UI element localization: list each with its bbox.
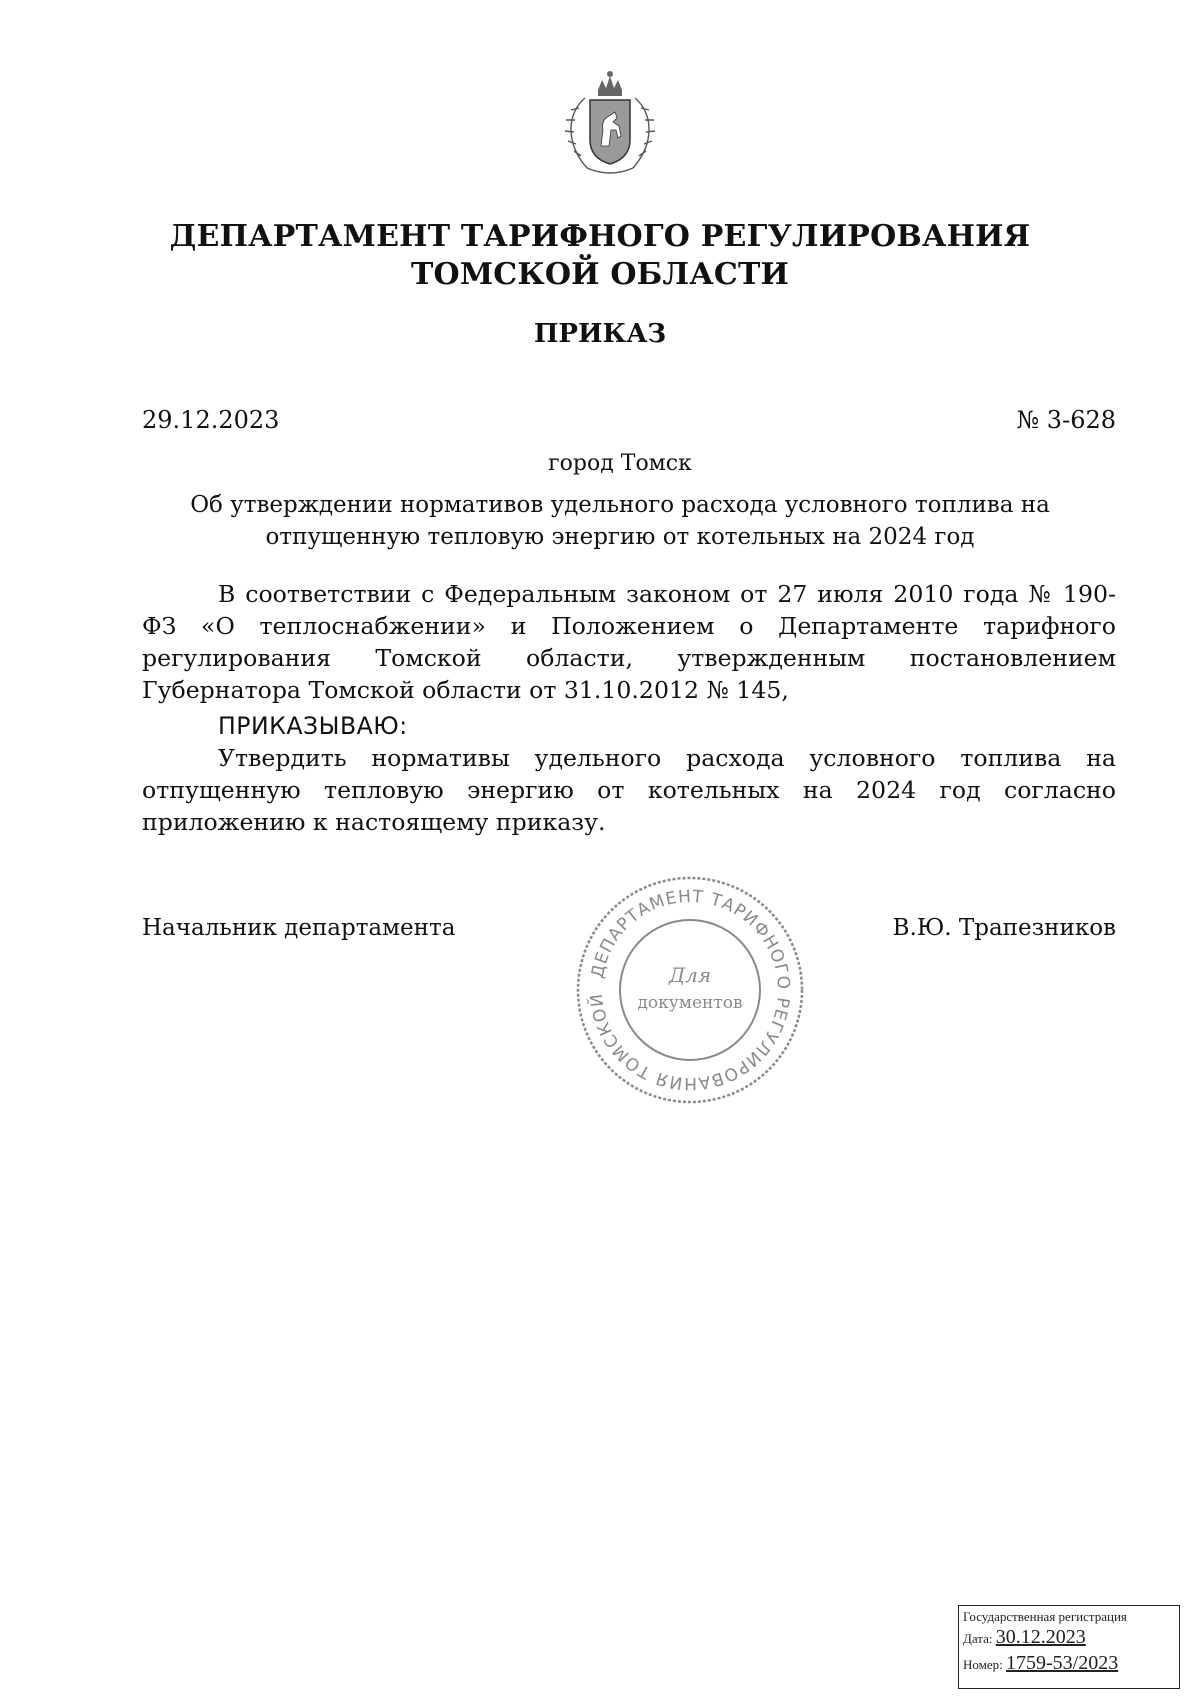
department-header	[0, 218, 1200, 294]
registration-date-value: 30.12.2023	[995, 1626, 1086, 1648]
registration-date-label: Дата:	[963, 1631, 993, 1646]
order-date: 29.12.2023	[142, 406, 280, 434]
stamp-center-line1: Для	[668, 963, 712, 987]
registration-number-label: Номер:	[963, 1657, 1003, 1672]
stamp-outer-text: ДЕПАРТАМЕНТ ТАРИФНОГО РЕГУЛИРОВАНИЯ ТОМСКОЙ	[586, 886, 794, 1094]
registration-box	[958, 1605, 1180, 1689]
registration-date-row	[963, 1625, 1175, 1651]
order-keyword: ПРИКАЗЫВАЮ:	[218, 712, 408, 740]
stamp-center-line2: документов	[637, 993, 743, 1013]
document-type: ПРИКАЗ	[533, 319, 667, 349]
registration-number-value: 1759-53/2023	[1006, 1652, 1119, 1674]
preamble-paragraph: В соответствии с Федеральным законом от 27 июля 2010 года № 190-ФЗ «О теплоснабжении» и Положением о Департаменте тарифного регулирования Томской области, утвержденным постановлением Губернатора Томской области от 31.10.2012 № 145,	[142, 580, 1116, 704]
registration-number-row	[963, 1651, 1175, 1677]
order-subject	[170, 489, 1070, 553]
subject-line2: отпущенную тепловую энергию от котельных на 2024 год	[265, 524, 975, 550]
registration-heading: Государственная регистрация	[963, 1609, 1127, 1624]
directive-paragraph: Утвердить нормативы удельного расхода условного топлива на отпущенную тепловую энергию от котельных на 2024 год согласно приложению к настоящему приказу.	[142, 744, 1116, 836]
order-number: № 3-628	[1016, 406, 1116, 434]
subject-line1: Об утверждении нормативов удельного расхода условного топлива на	[190, 492, 1050, 518]
city: город Томск	[548, 451, 692, 476]
tomsk-coat-of-arms-icon	[557, 68, 663, 182]
official-stamp	[570, 870, 810, 1110]
signer-name: В.Ю. Трапезников	[892, 915, 1116, 941]
department-name-line1: ДЕПАРТАМЕНТ ТАРИФНОГО РЕГУЛИРОВАНИЯ	[169, 219, 1031, 254]
department-name-line2: ТОМСКОЙ ОБЛАСТИ	[410, 257, 790, 292]
signer-title: Начальник департамента	[142, 915, 456, 941]
